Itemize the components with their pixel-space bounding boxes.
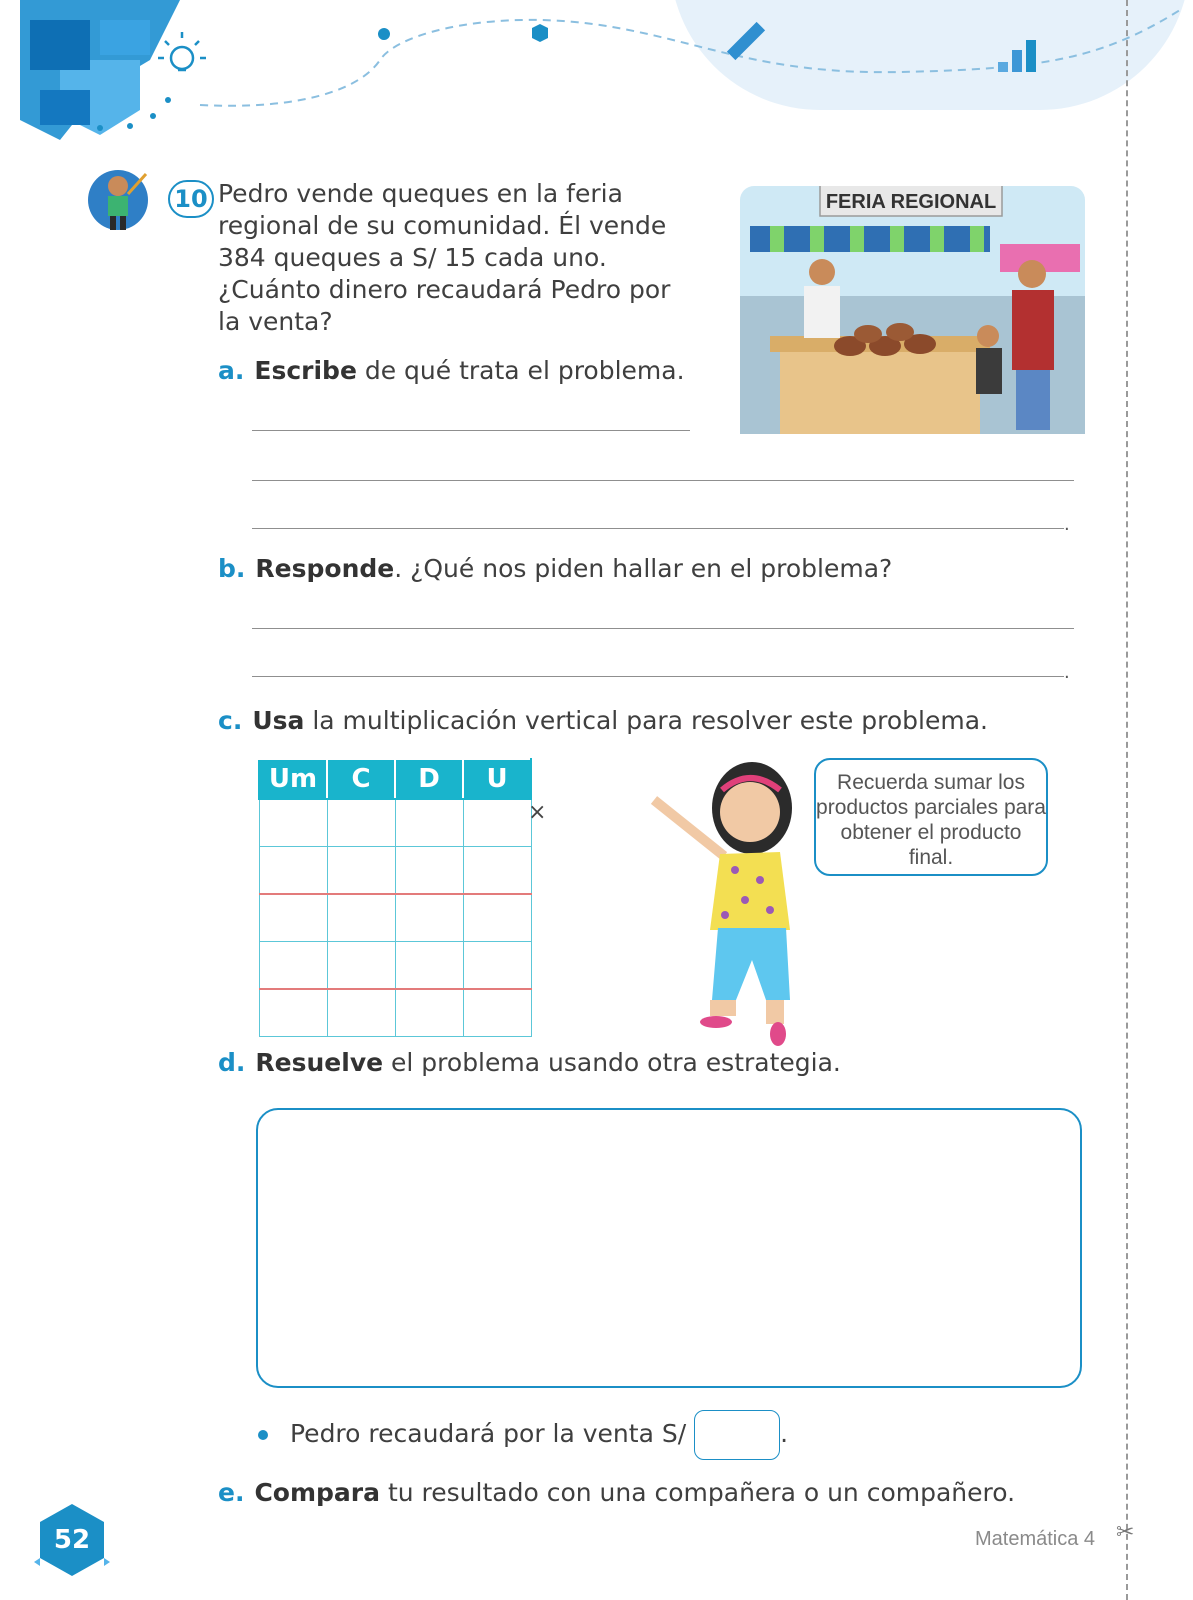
part-d-verb: Resuelve [255, 1048, 384, 1077]
table-header-d: D [395, 759, 463, 799]
fair-sign-text: FERIA REGIONAL [825, 191, 997, 213]
dot-decoration [378, 28, 390, 40]
header-decoration [0, 0, 1193, 150]
part-b-verb: Responde [255, 554, 395, 583]
writing-line[interactable] [252, 430, 690, 431]
answer-input-box[interactable] [694, 1410, 780, 1460]
table-cell[interactable] [327, 989, 395, 1037]
writing-line[interactable] [252, 676, 1064, 677]
cut-line [1126, 0, 1128, 1600]
table-cell[interactable] [463, 799, 531, 847]
part-d [218, 1048, 841, 1077]
part-e-text: tu resultado con una compañera o un compañero. [380, 1478, 1016, 1507]
table-cell[interactable] [463, 894, 531, 942]
table-cell[interactable] [395, 894, 463, 942]
page-number: 52 [53, 1525, 91, 1555]
question-text: Pedro vende queques en la feria regional de su comunidad. Él vende 384 queques a S/ 15 cada uno. ¿Cuánto dinero recaudará Pedro por la venta? [218, 179, 671, 336]
table-cell[interactable] [327, 799, 395, 847]
table-header-u: U [463, 759, 531, 799]
part-b [218, 554, 892, 583]
table-row [259, 942, 531, 990]
table-cell[interactable] [259, 847, 327, 895]
writing-line[interactable] [252, 628, 1074, 629]
line-end-period: . [1064, 514, 1070, 535]
part-a-verb: Escribe [254, 356, 357, 385]
part-c-verb: Usa [252, 706, 305, 735]
part-b-text: . ¿Qué nos piden hallar en el problema? [394, 554, 893, 583]
table-row [259, 894, 531, 942]
table-row [259, 847, 531, 895]
writing-line[interactable] [252, 528, 1064, 529]
table-cell[interactable] [395, 942, 463, 990]
part-c [218, 706, 988, 735]
answer-sentence-text: Pedro recaudará por la venta S/ [290, 1419, 687, 1448]
part-e-letter: e. [218, 1478, 245, 1507]
line-end-period: . [1064, 662, 1070, 683]
part-d-text: el problema usando otra estrategia. [383, 1048, 841, 1077]
part-a-text: de qué trata el problema. [356, 356, 685, 385]
scissors-icon: ✂ [1116, 1520, 1135, 1545]
question-number-badge: 10 [168, 180, 214, 218]
girl-illustration [640, 760, 810, 1050]
table-cell[interactable] [259, 989, 327, 1037]
table-cell[interactable] [327, 942, 395, 990]
speech-bubble: Recuerda sumar los productos parciales para obtener el producto final. [814, 758, 1048, 876]
strategy-answer-box[interactable] [256, 1108, 1082, 1388]
bullet-icon [258, 1430, 268, 1440]
table-cell[interactable] [463, 989, 531, 1037]
table-header-c: C [327, 759, 395, 799]
answer-sentence [258, 1410, 788, 1460]
writing-line[interactable] [252, 480, 1074, 481]
table-header-um: Um [259, 759, 327, 799]
regional-fair-illustration [740, 186, 1085, 434]
bar-chart-icon [998, 40, 1036, 72]
stall-counter [780, 346, 980, 434]
cubes-decoration [20, 0, 180, 140]
table-cell[interactable] [395, 799, 463, 847]
book-title: Matemática 4 [975, 1528, 1096, 1550]
part-c-letter: c. [218, 706, 243, 735]
part-a-letter: a. [218, 356, 245, 385]
part-c-text: la multiplicación vertical para resolver este problema. [304, 706, 988, 735]
table-cell[interactable] [463, 942, 531, 990]
table-cell[interactable] [259, 942, 327, 990]
table-cell[interactable] [259, 894, 327, 942]
place-value-table [258, 758, 532, 1037]
table-cell[interactable] [327, 894, 395, 942]
part-b-letter: b. [218, 554, 246, 583]
table-cell[interactable] [327, 847, 395, 895]
small-cube-icon [532, 24, 548, 42]
awning [750, 226, 990, 252]
part-e-verb: Compara [254, 1478, 380, 1507]
table-row [259, 989, 531, 1037]
table-cell[interactable] [395, 989, 463, 1037]
table-cell[interactable] [463, 847, 531, 895]
lightbulb-icon [158, 32, 206, 70]
part-a [218, 356, 685, 385]
multiplication-sign: × [528, 800, 547, 825]
student-avatar-icon [86, 164, 156, 234]
part-d-letter: d. [218, 1048, 246, 1077]
part-e [218, 1478, 1015, 1507]
table-cell[interactable] [259, 799, 327, 847]
pencil-icon [727, 22, 765, 60]
table-cell[interactable] [395, 847, 463, 895]
table-header-row [259, 759, 531, 799]
answer-sentence-end: . [780, 1419, 789, 1448]
table-row [259, 799, 531, 847]
